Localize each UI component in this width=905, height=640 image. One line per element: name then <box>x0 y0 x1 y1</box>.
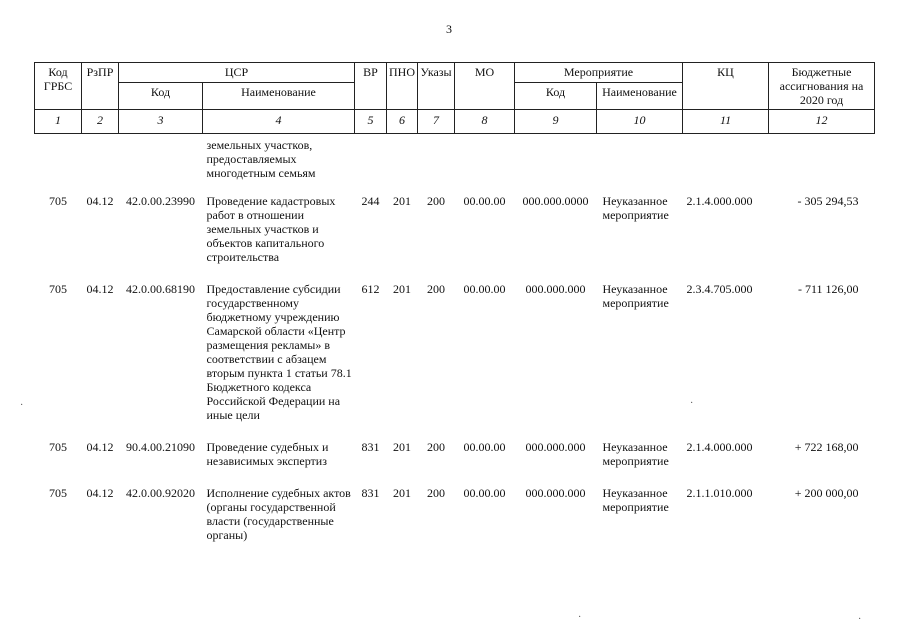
cell-name: Предоставление субсидии государственному бюджетному учреждению Самарской области «Центр размещения рекламы» в соответствии с абзацем вторым пункта 1 статьи 78.1 Бюджетного кодекса Российской Федерации на иные цели <box>206 282 352 422</box>
scan-speck: · <box>20 400 24 411</box>
header-kod-grbs: Код ГРБС <box>35 63 82 110</box>
cell-name: Проведение судебных и независимых экспертиз <box>206 440 329 468</box>
header-vr: ВР <box>355 63 387 110</box>
continuation-text: земельных участков, предоставляемых многодетным семьям <box>206 138 316 180</box>
cell-grbs: 705 <box>49 282 67 296</box>
header-rzpr: РзПР <box>82 63 119 110</box>
scan-speck: · <box>858 614 862 625</box>
cell-ukazy: 200 <box>427 486 445 500</box>
cell-ukazy: 200 <box>427 194 445 208</box>
cell-mo: 00.00.00 <box>463 440 506 454</box>
cell-mo: 00.00.00 <box>463 282 506 296</box>
cell-mer-kod: 000.000.0000 <box>522 194 589 208</box>
header-pno: ПНО <box>387 63 418 110</box>
cell-rzpr: 04.12 <box>86 440 114 454</box>
cell-mer-kod: 000.000.000 <box>525 486 586 500</box>
cell-csr-kod: 42.0.00.92020 <box>126 486 195 500</box>
column-number: 5 <box>355 110 387 134</box>
cell-name: Проведение кадастровых работ в отношении земельных участков и объектов капитального строительства <box>206 194 336 264</box>
column-number: 10 <box>597 110 683 134</box>
cell-grbs: 705 <box>49 486 67 500</box>
scan-speck: · <box>578 612 582 623</box>
table-row <box>35 194 875 282</box>
cell-mer-name: Неуказанное мероприятие <box>602 194 669 222</box>
header-ukazy: Указы <box>418 63 455 110</box>
header-mo: МО <box>455 63 515 110</box>
cell-mo: 00.00.00 <box>463 194 506 208</box>
column-number: 12 <box>769 110 875 134</box>
header-budget: Бюджетные ассигнования на 2020 год <box>769 63 875 110</box>
table-row <box>35 486 875 560</box>
cell-mer-name: Неуказанное мероприятие <box>602 486 669 514</box>
cell-amount: - 711 126,00 <box>797 282 859 296</box>
cell-ukazy: 200 <box>427 440 445 454</box>
budget-table <box>34 62 875 560</box>
cell-pno: 201 <box>393 194 411 208</box>
cell-rzpr: 04.12 <box>86 486 114 500</box>
cell-pno: 201 <box>393 282 411 296</box>
cell-ukazy: 200 <box>427 282 445 296</box>
cell-mer-kod: 000.000.000 <box>525 440 586 454</box>
cell-pno: 201 <box>393 440 411 454</box>
cell-amount: + 722 168,00 <box>794 440 859 454</box>
cell-mer-name: Неуказанное мероприятие <box>602 282 669 310</box>
header-csr-kod: Код <box>119 83 203 110</box>
header-kc: КЦ <box>683 63 769 110</box>
cell-amount: - 305 294,53 <box>797 194 859 208</box>
table-row <box>35 440 875 486</box>
column-number: 3 <box>119 110 203 134</box>
header-meropriyatie: Мероприятие <box>515 63 683 83</box>
column-number: 8 <box>455 110 515 134</box>
cell-amount: + 200 000,00 <box>794 486 859 500</box>
column-number: 7 <box>418 110 455 134</box>
column-number: 2 <box>82 110 119 134</box>
column-number: 4 <box>203 110 355 134</box>
cell-grbs: 705 <box>49 440 67 454</box>
header-csr-name: Наименование <box>203 83 355 110</box>
header-csr: ЦСР <box>119 63 355 83</box>
table-header <box>35 63 875 134</box>
cell-vr: 831 <box>361 440 380 454</box>
cell-csr-kod: 42.0.00.68190 <box>126 282 195 296</box>
column-number: 11 <box>683 110 769 134</box>
cell-mer-name: Неуказанное мероприятие <box>602 440 669 468</box>
cell-rzpr: 04.12 <box>86 282 114 296</box>
cell-grbs: 705 <box>49 194 67 208</box>
cell-kc: 2.1.1.010.000 <box>686 486 753 500</box>
cell-rzpr: 04.12 <box>86 194 114 208</box>
cell-vr: 612 <box>361 282 380 296</box>
cell-vr: 831 <box>361 486 380 500</box>
cell-mo: 00.00.00 <box>463 486 506 500</box>
cell-kc: 2.1.4.000.000 <box>686 194 753 208</box>
cell-vr: 244 <box>361 194 380 208</box>
page-number: 3 <box>446 22 452 36</box>
cell-pno: 201 <box>393 486 411 500</box>
cell-mer-kod: 000.000.000 <box>525 282 586 296</box>
cell-csr-kod: 90.4.00.21090 <box>126 440 195 454</box>
cell-kc: 2.1.4.000.000 <box>686 440 753 454</box>
cell-kc: 2.3.4.705.000 <box>686 282 753 296</box>
table-row <box>35 282 875 440</box>
cell-name: Исполнение судебных актов (органы государственной власти (государственные органы) <box>206 486 351 542</box>
column-number: 9 <box>515 110 597 134</box>
table-body <box>35 134 875 561</box>
cell-csr-kod: 42.0.00.23990 <box>126 194 195 208</box>
scan-speck: · <box>690 398 694 409</box>
continuation-row <box>35 134 875 195</box>
column-number: 6 <box>387 110 418 134</box>
header-mer-kod: Код <box>515 83 597 110</box>
column-number: 1 <box>35 110 82 134</box>
header-mer-name: Наименование <box>597 83 683 110</box>
